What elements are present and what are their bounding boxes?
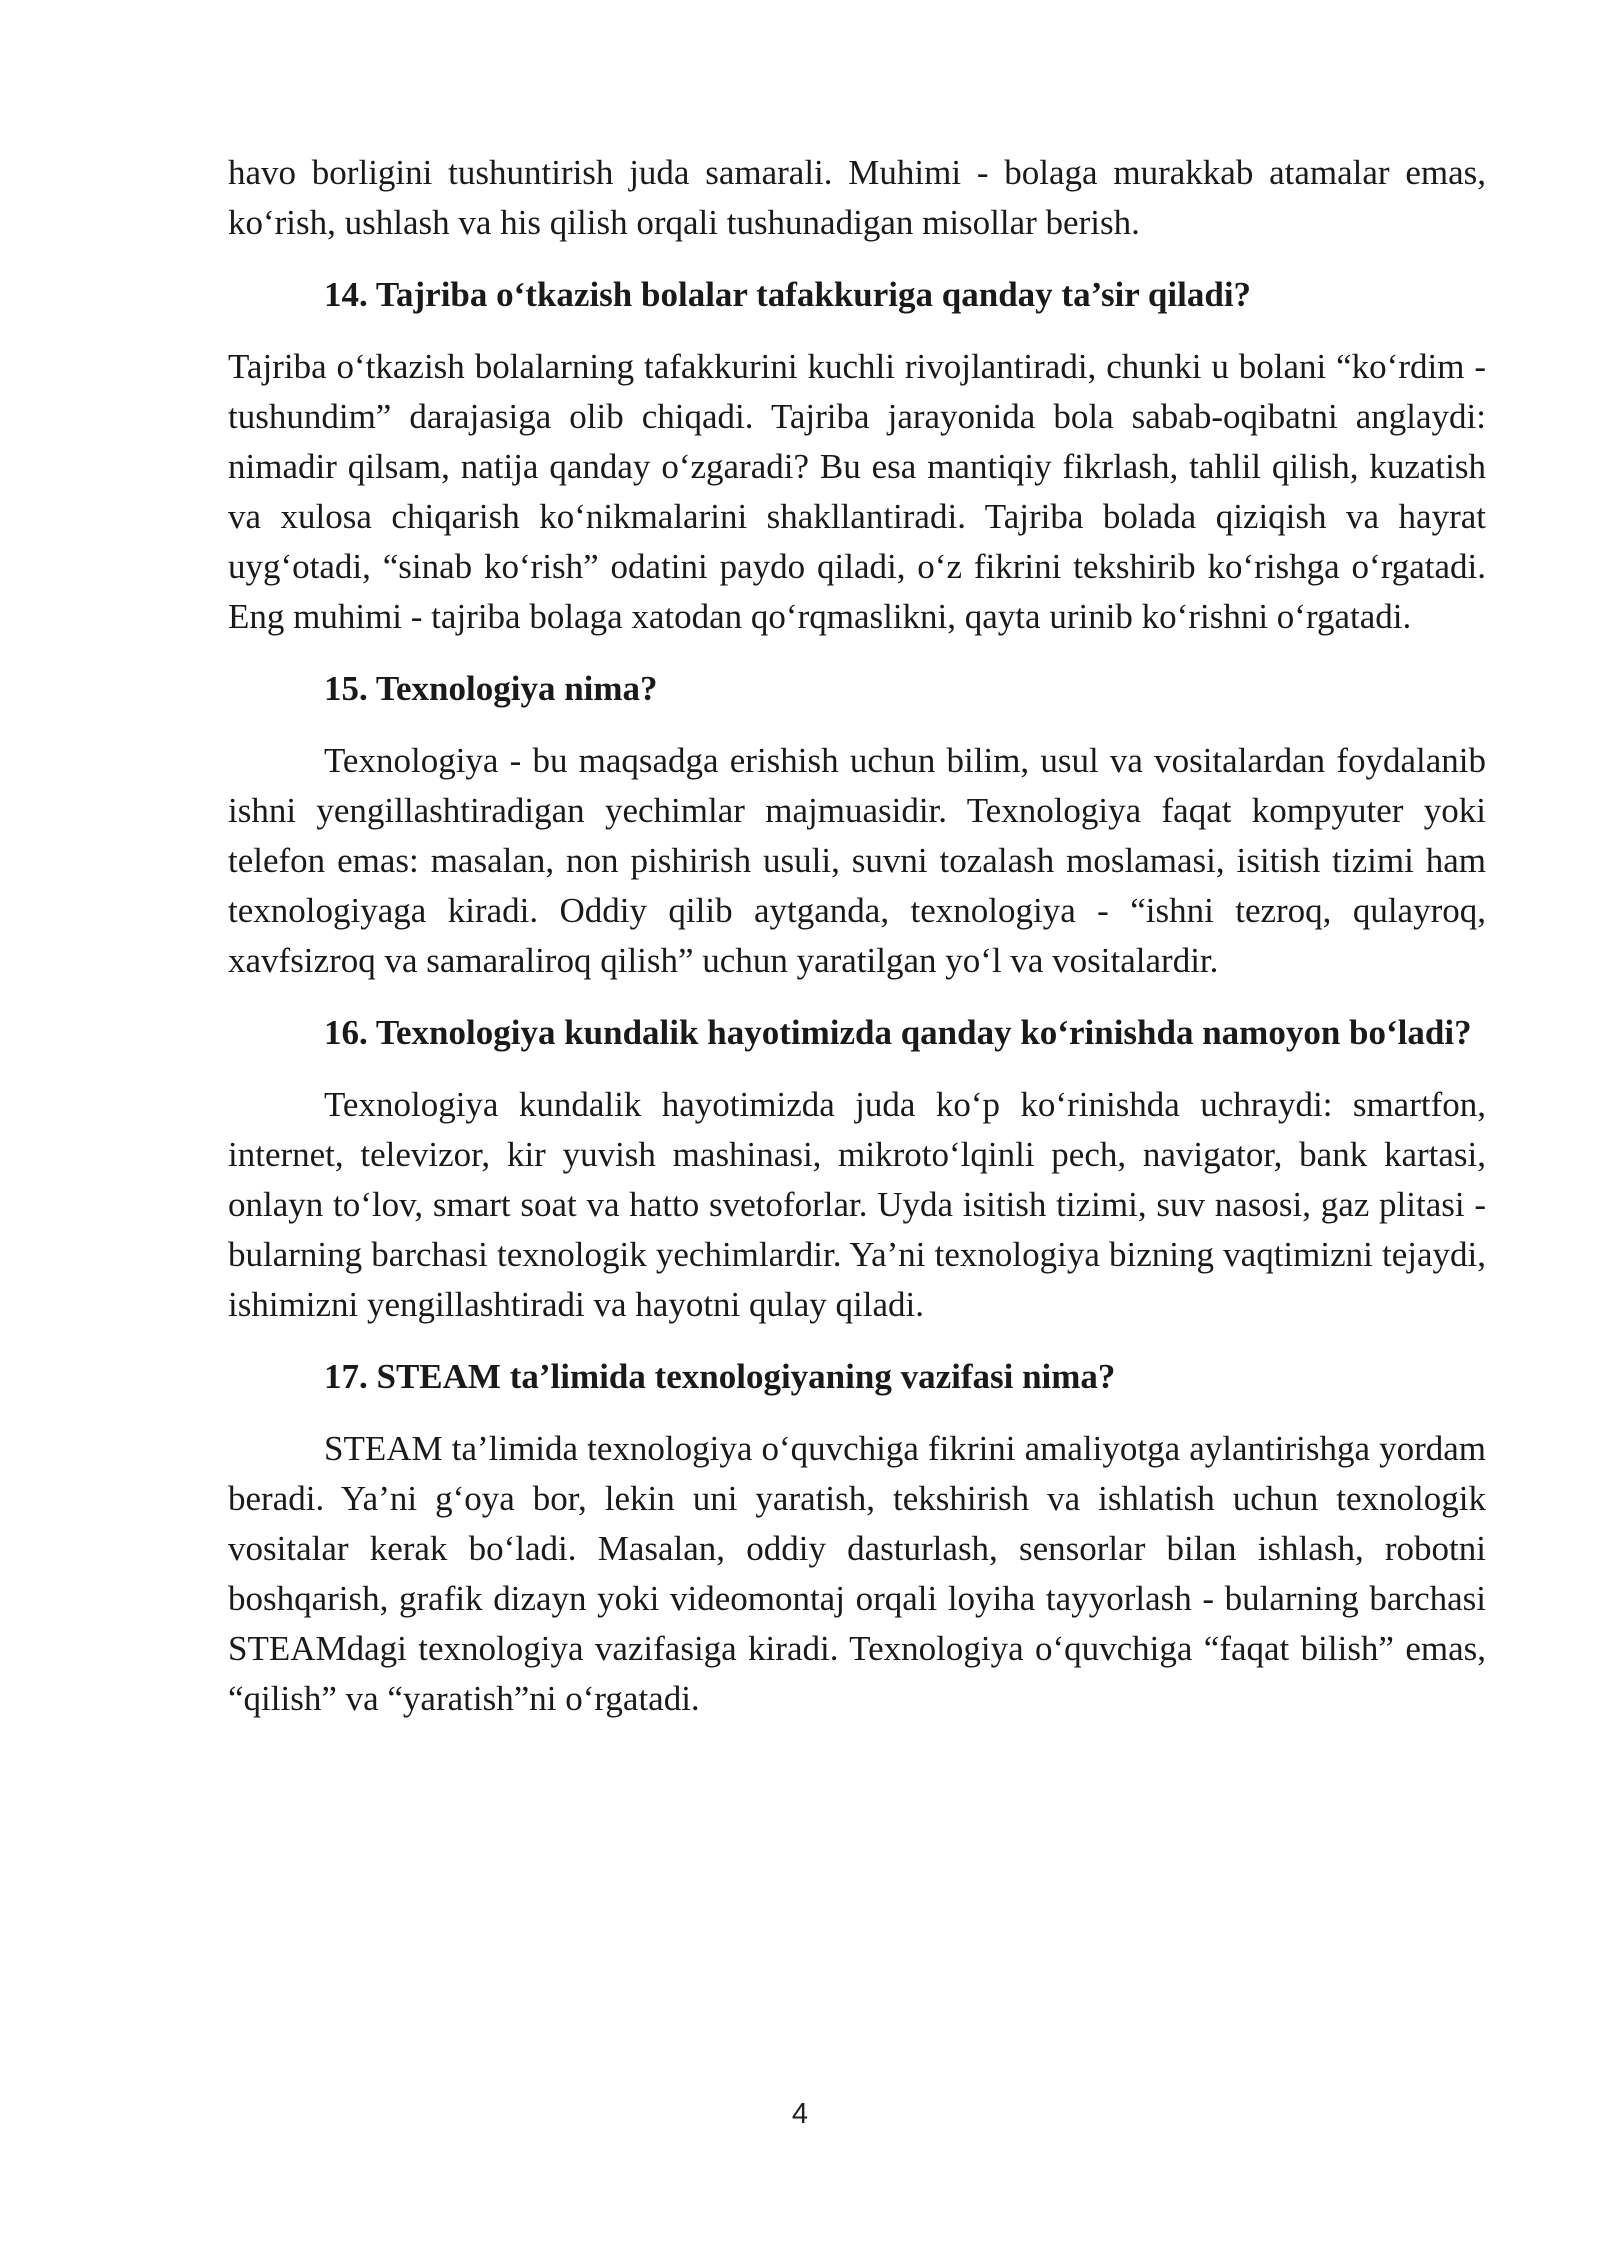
question-16-heading: 16. Texnologiya kundalik hayotimizda qanday ko‘rinishda namoyon bo‘ladi? [324,1013,1472,1052]
page-content [228,148,1486,1724]
question-17-heading: 17. STEAM ta’limida texnologiyaning vazifasi nima? [324,1357,1116,1396]
question-15-answer: Texnologiya - bu maqsadga erishish uchun bilim, usul va vositalardan foydalanib ishni yengillashtiradigan yechimlar majmuasidir. Texnologiya faqat kompyuter yoki telefon emas: masalan, non pishirish usuli, suvni tozalash moslamasi, isitish tizimi ham texnologiyaga kiradi. Oddiy qilib aytganda, texnologiya - “ishni tezroq, qulayroq, xavfsizroq va samaraliroq qilish” uchun yaratilgan yo‘l va vositalardir. [228,741,1486,980]
question-14-heading: 14. Tajriba o‘tkazish bolalar tafakkuriga qanday ta’sir qiladi? [324,275,1252,314]
question-17-answer: STEAM ta’limida texnologiya o‘quvchiga fikrini amaliyotga aylantirishga yordam beradi. Ya’ni g‘oya bor, lekin uni yaratish, tekshirish va ishlatish uchun texnologik vositalar kerak bo‘ladi. Masalan, oddiy dasturlash, sensorlar bilan ishlash, robotni boshqarish, grafik dizayn yoki videomontaj orqali loyiha tayyorlash - bularning barchasi STEAMdagi texnologiya vazifasiga kiradi. Texnologiya o‘quvchiga “faqat bilish” emas, “qilish” va “yaratish”ni o‘rgatadi. [228,1429,1486,1718]
page-number: 4 [791,2098,809,2130]
question-16-answer: Texnologiya kundalik hayotimizda juda ko‘p ko‘rinishda uchraydi: smartfon, internet, televizor, kir yuvish mashinasi, mikroto‘lqinli pech, navigator, bank kartasi, onlayn to‘lov, smart soat va hatto svetoforlar. Uyda isitish tizimi, suv nasosi, gaz plitasi - bularning barchasi texnologik yechimlardir. Ya’ni texnologiya bizning vaqtimizni tejaydi, ishimizni yengillashtiradi va hayotni qulay qiladi. [228,1085,1486,1324]
question-15-heading: 15. Texnologiya nima? [324,669,658,708]
question-14-answer: Tajriba o‘tkazish bolalarning tafakkurini kuchli rivojlantiradi, chunki u bolani “ko‘rdim - tushundim” darajasiga olib chiqadi. Tajriba jarayonida bola sabab-oqibatni anglaydi: nimadir qilsam, natija qanday o‘zgaradi? Bu esa mantiqiy fikrlash, tahlil qilish, kuzatish va xulosa chiqarish ko‘nikmalarini shakllantiradi. Tajriba bolada qiziqish va hayrat uyg‘otadi, “sinab ko‘rish” odatini paydo qiladi, o‘z fikrini tekshirib ko‘rishga o‘rgatadi. Eng muhimi - tajriba bolaga xatodan qo‘rqmaslikni, qayta urinib ko‘rishni o‘rgatadi. [228,347,1486,636]
intro-paragraph: havo borligini tushuntirish juda samarali. Muhimi - bolaga murakkab atamalar emas, ko‘rish, ushlash va his qilish orqali tushunadigan misollar berish. [228,153,1486,242]
